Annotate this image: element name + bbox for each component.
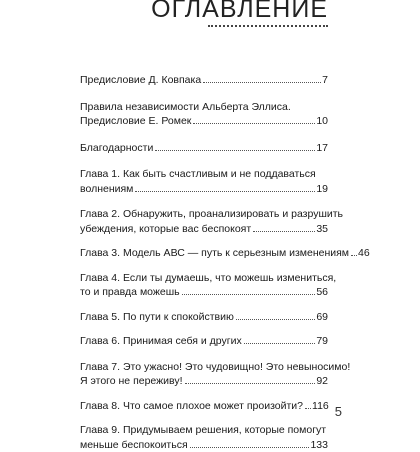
- toc-entry-title: Глава 3. Модель АВС — путь к серьезным изменениям: [80, 246, 349, 261]
- toc-entry-page: 69: [316, 310, 328, 325]
- toc-entry-page: 133: [310, 438, 328, 452]
- toc-entry-title: волнениям: [80, 182, 133, 197]
- toc-entry-line: [80, 374, 328, 389]
- page-number: 5: [335, 404, 342, 419]
- dotted-leader: [135, 191, 315, 192]
- dotted-leader: [305, 408, 311, 409]
- toc-entry-title: Глава 2. Обнаружить, проанализировать и разрушить: [80, 207, 343, 222]
- toc-entry: [80, 399, 328, 414]
- toc-entry-title: Благодарности: [80, 141, 153, 156]
- toc-entry: [80, 167, 328, 196]
- toc-entry-line: [80, 182, 328, 197]
- toc-entry: [80, 423, 328, 452]
- toc-entry-line: [80, 334, 328, 349]
- toc-entry-page: 10: [316, 114, 328, 129]
- toc-entry-page: 79: [316, 334, 328, 349]
- toc-entry-line: [80, 310, 328, 325]
- toc-entry-page: 19: [316, 182, 328, 197]
- toc-entry-title: то и правда можешь: [80, 285, 180, 300]
- toc-entry-line: [80, 399, 328, 414]
- dotted-leader: [190, 447, 310, 448]
- dotted-leader: [193, 123, 315, 124]
- toc-entry-line: [80, 73, 328, 88]
- dotted-leader: [236, 319, 315, 320]
- toc-entry: [80, 360, 328, 389]
- toc-entry-title: Глава 9. Придумываем решения, которые помогут: [80, 423, 326, 438]
- dotted-leader: [244, 343, 316, 344]
- toc-entry-title: меньше беспокоиться: [80, 438, 188, 452]
- toc-entry-line: [80, 423, 328, 438]
- toc-entry-line: [80, 271, 328, 286]
- dotted-leader: [185, 383, 316, 384]
- toc-entry-title: Предисловие Д. Ковпака: [80, 73, 201, 88]
- toc-entry-line: [80, 360, 328, 375]
- toc-entry: [80, 207, 328, 236]
- toc-entry-page: 56: [316, 285, 328, 300]
- toc-entry: [80, 246, 328, 261]
- toc-entry-line: [80, 141, 328, 156]
- toc-entry-title: Правила независимости Альберта Эллиса.: [80, 100, 291, 115]
- toc-entry: [80, 73, 328, 88]
- toc-entry: [80, 334, 328, 349]
- table-of-contents: [80, 63, 328, 452]
- toc-entry-title: Предисловие Е. Ромек: [80, 114, 191, 129]
- toc-entry-line: [80, 222, 328, 237]
- toc-entry-title: Глава 7. Это ужасно! Это чудовищно! Это невыносимо!: [80, 360, 350, 375]
- toc-entry-page: 46: [358, 246, 370, 261]
- toc-entry-page: 7: [322, 73, 328, 88]
- toc-entry-title: Я этого не переживу!: [80, 374, 183, 389]
- toc-entry-line: [80, 438, 328, 452]
- toc-entry-line: [80, 207, 328, 222]
- toc-entry-line: [80, 246, 328, 261]
- title-dotted-rule: [208, 25, 328, 27]
- toc-entry-page: 35: [316, 222, 328, 237]
- dotted-leader: [203, 82, 321, 83]
- toc-entry-title: Глава 5. По пути к спокойствию: [80, 310, 234, 325]
- toc-entry-line: [80, 285, 328, 300]
- dotted-leader: [351, 255, 357, 256]
- toc-entry: [80, 271, 328, 300]
- toc-entry-title: убеждения, которые вас беспокоят: [80, 222, 251, 237]
- page-title: ОГЛАВЛЕНИЕ: [151, 0, 328, 24]
- toc-entry-title: Глава 1. Как быть счастливым и не поддаваться: [80, 167, 316, 182]
- toc-entry-line: [80, 100, 328, 115]
- toc-entry-line: [80, 114, 328, 129]
- toc-entry-title: Глава 6. Принимая себя и других: [80, 334, 242, 349]
- dotted-leader: [253, 231, 315, 232]
- toc-entry: [80, 100, 328, 129]
- toc-entry-title: Глава 8. Что самое плохое может произойти?: [80, 399, 303, 414]
- toc-entry-page: 92: [316, 374, 328, 389]
- toc-entry-line: [80, 167, 328, 182]
- dotted-leader: [182, 294, 316, 295]
- toc-entry: [80, 310, 328, 325]
- toc-entry-title: Глава 4. Если ты думаешь, что можешь измениться,: [80, 271, 336, 286]
- toc-entry-page: 116: [312, 399, 329, 414]
- toc-entry: [80, 141, 328, 156]
- toc-entry-page: 17: [316, 141, 328, 156]
- dotted-leader: [155, 150, 315, 151]
